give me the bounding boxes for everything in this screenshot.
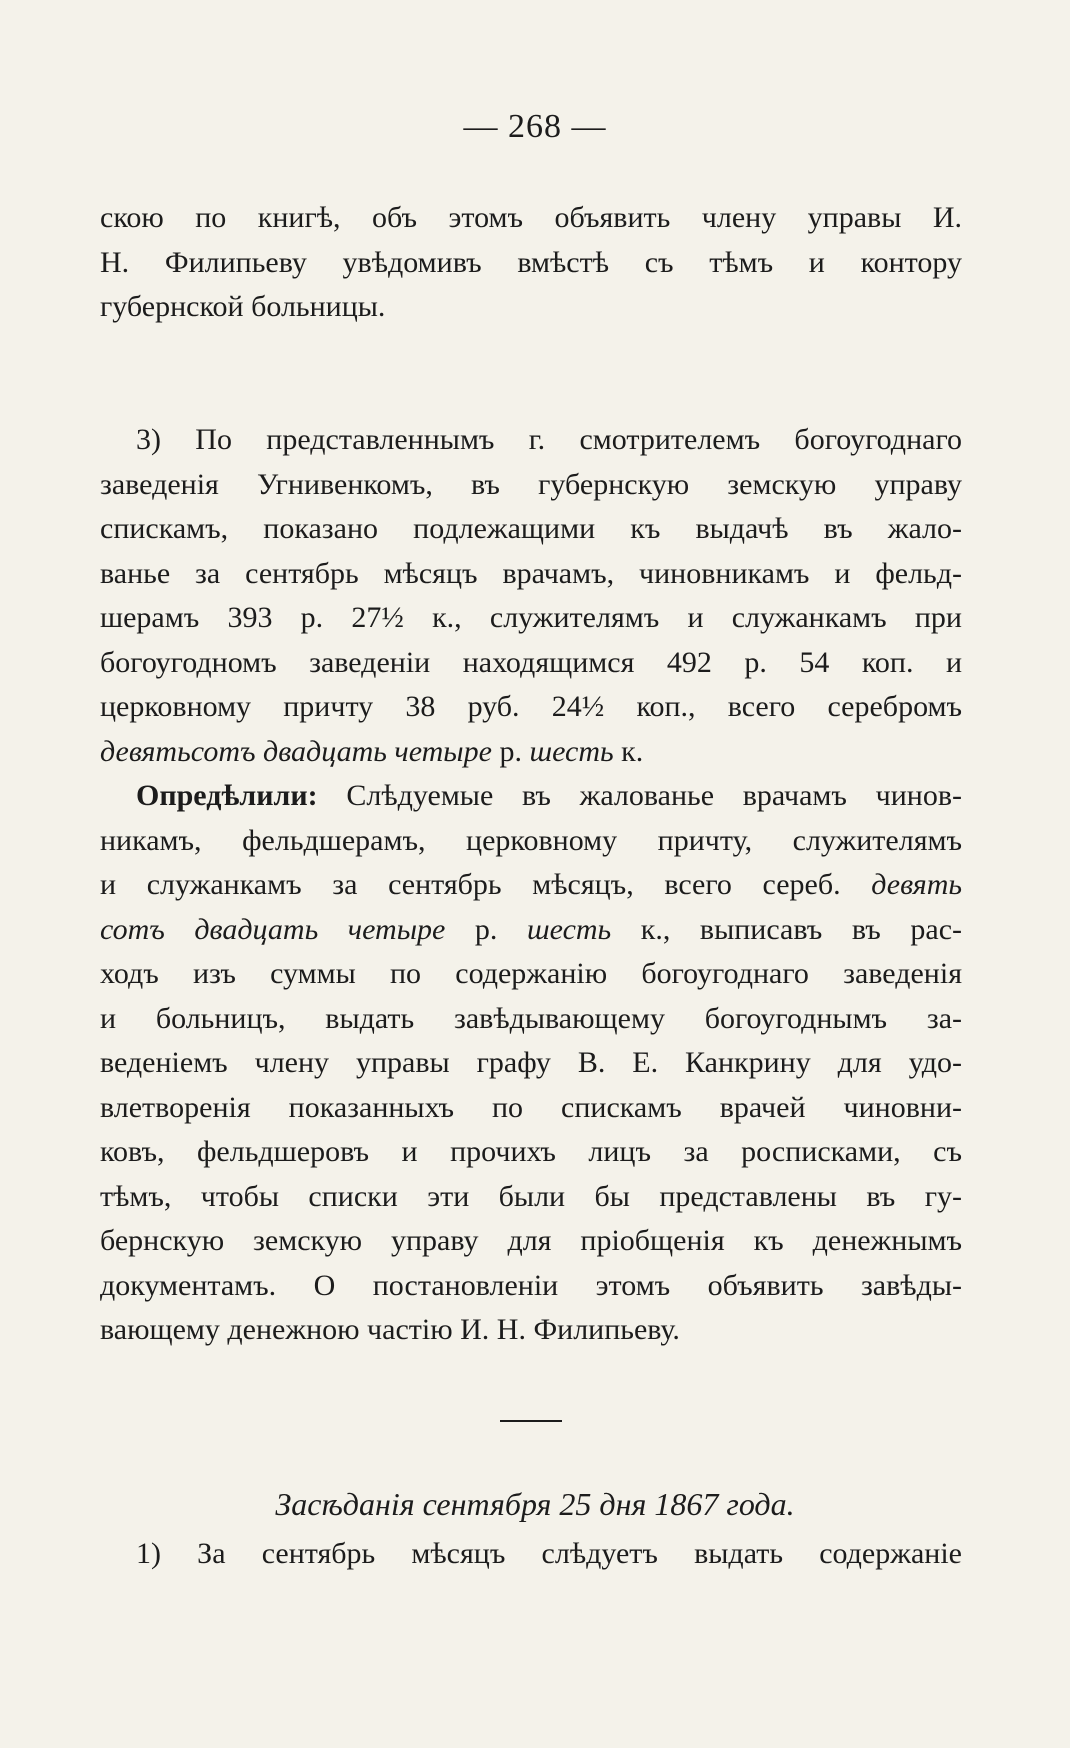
text-line: спискамъ, показано подлежащими къ выдачѣ въ жало- — [100, 512, 962, 545]
text-line: заведенія Угнивенкомъ, въ губернскую земскую управу — [100, 467, 962, 501]
mixed-text: к., выписавъ въ рас- — [640, 912, 962, 946]
text-line-mixed — [100, 863, 962, 908]
text-line: вающему денежною частію И. Н. Филипьеву. — [100, 1313, 680, 1346]
text-line: ходъ изъ суммы по содержанію богоугоднаго заведенія — [100, 957, 962, 990]
text-line: бернскую земскую управу для пріобщенія къ денежнымъ — [100, 1224, 962, 1257]
mixed-italic: девять — [871, 868, 963, 901]
section-divider — [500, 1420, 562, 1422]
rubles-abbr: р. — [474, 912, 498, 946]
text-line: ванье за сентябрь мѣсяцъ врачамъ, чиновникамъ и фельд- — [100, 556, 962, 590]
text-line-resolved — [100, 774, 962, 819]
sum-words-italic: девятьсотъ двадцать четыре — [100, 734, 492, 768]
text-line: тѣмъ, чтобы списки эти были бы представлены въ гу- — [100, 1179, 962, 1213]
text-line: шерамъ 393 р. 27½ к., служителямъ и служанкамъ при — [100, 601, 962, 634]
paragraph-item-1 — [100, 1532, 962, 1577]
text-line: скою по книгѣ, объ этомъ объявить члену управы И. — [100, 201, 962, 234]
text-line: церковному причту 38 руб. 24½ коп., всего серебромъ — [100, 690, 962, 723]
kopeks-abbr: к. — [621, 734, 644, 768]
text-line: влетворенія показанныхъ по спискамъ врачей чиновни- — [100, 1090, 962, 1124]
paragraph-item-3 — [100, 418, 962, 1353]
resolved-text: Слѣдуемые въ жалованье врачамъ чинов- — [346, 779, 962, 812]
text-line-sum — [100, 730, 962, 775]
mixed-italic: сотъ двадцать четыре — [100, 912, 446, 946]
text-line: Н. Филипьеву увѣдомивъ вмѣстѣ съ тѣмъ и контору — [100, 245, 962, 279]
text-line: документамъ. О постановленіи этомъ объявить завѣды- — [100, 1268, 962, 1302]
text-line: и больницъ, выдать завѣдывающему богоугоднымъ за- — [100, 1001, 962, 1035]
text-line: 3) По представленнымъ г. смотрителемъ богоугоднаго — [136, 423, 962, 456]
text-line-mixed — [100, 908, 962, 953]
text-line: губернской больницы. — [100, 290, 386, 323]
text-line: веденіемъ члену управы графу В. Е. Канкрину для удо- — [100, 1046, 962, 1079]
text-line: богоугодномъ заведеніи находящимся 492 р. 54 коп. и — [100, 645, 962, 679]
session-heading: Засѣданія сентября 25 дня 1867 года. — [275, 1486, 795, 1522]
resolved-label: Опредѣлили: — [136, 779, 318, 812]
text-line: ковъ, фельдшеровъ и прочихъ лицъ за росписками, съ — [100, 1135, 962, 1168]
mixed-text: и служанкамъ за сентябрь мѣсяцъ, всего сереб. — [100, 868, 841, 901]
text-line: 1) За сентябрь мѣсяцъ слѣдуетъ выдать содержаніе — [136, 1537, 962, 1570]
rubles-abbr: р. — [499, 734, 522, 768]
mixed-italic: шесть — [527, 912, 612, 946]
page-number: — 268 — — [463, 108, 607, 145]
paragraph-continuation — [100, 196, 962, 330]
kopeks-words-italic: шесть — [529, 734, 614, 768]
text-line: никамъ, фельдшерамъ, церковному причту, служителямъ — [100, 823, 962, 857]
